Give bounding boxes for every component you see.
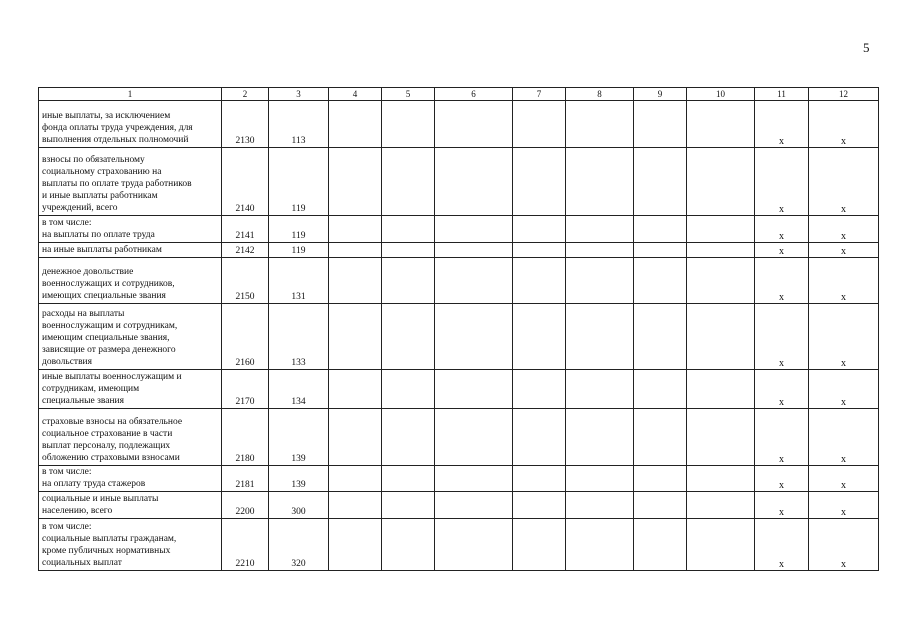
row-kosgu-cell: 133 — [269, 304, 329, 370]
row-empty-cell-col9 — [634, 466, 687, 492]
table-row — [39, 370, 879, 409]
row-code-cell: 2130 — [222, 101, 269, 148]
row-kosgu-cell: 134 — [269, 370, 329, 409]
row-kosgu-cell: 119 — [269, 216, 329, 243]
row-empty-cell-col8 — [566, 101, 634, 148]
row-code-cell: 2200 — [222, 492, 269, 519]
row-code-cell: 2210 — [222, 519, 269, 571]
row-x-cell-col12: x — [809, 409, 879, 466]
row-empty-cell-col7 — [513, 148, 566, 216]
row-empty-cell-col5 — [382, 258, 435, 304]
table-row — [39, 148, 879, 216]
row-code-cell: 2142 — [222, 243, 269, 258]
row-empty-cell-col9 — [634, 258, 687, 304]
row-empty-cell-col4 — [329, 492, 382, 519]
row-x-cell-col11: x — [755, 466, 809, 492]
row-name-cell: в том числе: социальные выплаты гражданам, кроме публичных нормативных социальных выплат — [39, 519, 222, 571]
row-empty-cell-col7 — [513, 370, 566, 409]
row-name-cell: страховые взносы на обязательное социальное страхование в части выплат персоналу, подлежащих обложению страховыми взносами — [39, 409, 222, 466]
row-x-cell-col11: x — [755, 101, 809, 148]
row-x-cell-col11: x — [755, 304, 809, 370]
row-empty-cell-col4 — [329, 258, 382, 304]
row-x-cell-col12: x — [809, 243, 879, 258]
row-empty-cell-col7 — [513, 243, 566, 258]
col-header-12: 12 — [809, 88, 879, 101]
row-empty-cell-col4 — [329, 304, 382, 370]
row-empty-cell-col5 — [382, 216, 435, 243]
col-header-4: 4 — [329, 88, 382, 101]
row-empty-cell-col9 — [634, 216, 687, 243]
row-empty-cell-col10 — [687, 466, 755, 492]
row-empty-cell-col4 — [329, 148, 382, 216]
table-row — [39, 466, 879, 492]
row-kosgu-cell: 139 — [269, 466, 329, 492]
row-empty-cell-col4 — [329, 101, 382, 148]
header-row — [39, 88, 879, 101]
row-kosgu-cell: 119 — [269, 243, 329, 258]
table-body — [39, 101, 879, 571]
row-name-cell: иные выплаты военнослужащим и сотрудникам, имеющим специальные звания — [39, 370, 222, 409]
row-x-cell-col12: x — [809, 519, 879, 571]
row-empty-cell-col7 — [513, 492, 566, 519]
row-x-cell-col11: x — [755, 370, 809, 409]
row-empty-cell-col9 — [634, 304, 687, 370]
budget-table-container — [38, 87, 878, 571]
row-empty-cell-col8 — [566, 370, 634, 409]
row-empty-cell-col5 — [382, 466, 435, 492]
col-header-3: 3 — [269, 88, 329, 101]
row-x-cell-col11: x — [755, 243, 809, 258]
col-header-7: 7 — [513, 88, 566, 101]
row-code-cell: 2150 — [222, 258, 269, 304]
row-empty-cell-col6 — [435, 492, 513, 519]
table-row — [39, 492, 879, 519]
row-empty-cell-col4 — [329, 466, 382, 492]
row-x-cell-col12: x — [809, 258, 879, 304]
row-kosgu-cell: 320 — [269, 519, 329, 571]
row-empty-cell-col5 — [382, 148, 435, 216]
row-empty-cell-col5 — [382, 492, 435, 519]
row-empty-cell-col7 — [513, 101, 566, 148]
row-x-cell-col11: x — [755, 409, 809, 466]
row-empty-cell-col10 — [687, 148, 755, 216]
row-empty-cell-col4 — [329, 243, 382, 258]
row-code-cell: 2170 — [222, 370, 269, 409]
row-empty-cell-col6 — [435, 409, 513, 466]
row-empty-cell-col7 — [513, 466, 566, 492]
row-empty-cell-col8 — [566, 519, 634, 571]
row-empty-cell-col9 — [634, 148, 687, 216]
row-kosgu-cell: 139 — [269, 409, 329, 466]
row-name-cell: в том числе: на выплаты по оплате труда — [39, 216, 222, 243]
row-code-cell: 2140 — [222, 148, 269, 216]
row-empty-cell-col6 — [435, 370, 513, 409]
row-empty-cell-col5 — [382, 101, 435, 148]
row-empty-cell-col7 — [513, 216, 566, 243]
row-empty-cell-col5 — [382, 243, 435, 258]
row-empty-cell-col8 — [566, 409, 634, 466]
row-code-cell: 2160 — [222, 304, 269, 370]
row-empty-cell-col5 — [382, 304, 435, 370]
row-empty-cell-col5 — [382, 370, 435, 409]
row-x-cell-col12: x — [809, 370, 879, 409]
row-empty-cell-col9 — [634, 409, 687, 466]
row-empty-cell-col4 — [329, 370, 382, 409]
row-code-cell: 2141 — [222, 216, 269, 243]
table-row — [39, 101, 879, 148]
row-name-cell: иные выплаты, за исключением фонда оплаты труда учреждения, для выполнения отдельных полномочий — [39, 101, 222, 148]
row-empty-cell-col10 — [687, 519, 755, 571]
row-x-cell-col12: x — [809, 304, 879, 370]
row-name-cell: взносы по обязательному социальному страхованию на выплаты по оплате труда работников и иные выплаты работникам учреждений, всего — [39, 148, 222, 216]
row-code-cell: 2181 — [222, 466, 269, 492]
row-empty-cell-col8 — [566, 148, 634, 216]
col-header-8: 8 — [566, 88, 634, 101]
row-empty-cell-col4 — [329, 216, 382, 243]
row-name-cell: на иные выплаты работникам — [39, 243, 222, 258]
row-empty-cell-col7 — [513, 258, 566, 304]
row-x-cell-col11: x — [755, 519, 809, 571]
col-header-10: 10 — [687, 88, 755, 101]
row-empty-cell-col9 — [634, 101, 687, 148]
row-empty-cell-col6 — [435, 258, 513, 304]
col-header-11: 11 — [755, 88, 809, 101]
row-empty-cell-col8 — [566, 258, 634, 304]
row-empty-cell-col10 — [687, 370, 755, 409]
row-kosgu-cell: 119 — [269, 148, 329, 216]
table-row — [39, 243, 879, 258]
row-x-cell-col11: x — [755, 258, 809, 304]
row-empty-cell-col8 — [566, 216, 634, 243]
row-x-cell-col12: x — [809, 466, 879, 492]
row-empty-cell-col9 — [634, 519, 687, 571]
row-empty-cell-col6 — [435, 243, 513, 258]
row-name-cell: денежное довольствие военнослужащих и сотрудников, имеющих специальные звания — [39, 258, 222, 304]
table-row — [39, 216, 879, 243]
row-empty-cell-col10 — [687, 258, 755, 304]
row-empty-cell-col6 — [435, 466, 513, 492]
row-empty-cell-col6 — [435, 148, 513, 216]
row-empty-cell-col10 — [687, 216, 755, 243]
row-name-cell: социальные и иные выплаты населению, всего — [39, 492, 222, 519]
row-empty-cell-col4 — [329, 409, 382, 466]
col-header-6: 6 — [435, 88, 513, 101]
budget-table — [38, 87, 879, 571]
row-empty-cell-col10 — [687, 492, 755, 519]
row-empty-cell-col9 — [634, 492, 687, 519]
row-empty-cell-col10 — [687, 304, 755, 370]
page-number: 5 — [863, 40, 870, 55]
row-x-cell-col12: x — [809, 101, 879, 148]
table-row — [39, 519, 879, 571]
row-name-cell: в том числе: на оплату труда стажеров — [39, 466, 222, 492]
row-empty-cell-col6 — [435, 304, 513, 370]
row-code-cell: 2180 — [222, 409, 269, 466]
row-x-cell-col12: x — [809, 216, 879, 243]
row-x-cell-col12: x — [809, 148, 879, 216]
col-header-5: 5 — [382, 88, 435, 101]
row-x-cell-col11: x — [755, 492, 809, 519]
row-empty-cell-col7 — [513, 519, 566, 571]
row-name-cell: расходы на выплаты военнослужащим и сотрудникам, имеющим специальные звания, зависящие от размера денежного довольствия — [39, 304, 222, 370]
row-empty-cell-col5 — [382, 409, 435, 466]
table-row — [39, 409, 879, 466]
col-header-2: 2 — [222, 88, 269, 101]
row-empty-cell-col9 — [634, 370, 687, 409]
row-empty-cell-col4 — [329, 519, 382, 571]
row-empty-cell-col5 — [382, 519, 435, 571]
row-empty-cell-col8 — [566, 466, 634, 492]
row-kosgu-cell: 113 — [269, 101, 329, 148]
row-empty-cell-col8 — [566, 243, 634, 258]
row-empty-cell-col8 — [566, 492, 634, 519]
row-empty-cell-col10 — [687, 243, 755, 258]
row-kosgu-cell: 300 — [269, 492, 329, 519]
row-empty-cell-col6 — [435, 216, 513, 243]
row-empty-cell-col6 — [435, 101, 513, 148]
row-x-cell-col12: x — [809, 492, 879, 519]
row-empty-cell-col7 — [513, 409, 566, 466]
row-empty-cell-col6 — [435, 519, 513, 571]
row-x-cell-col11: x — [755, 216, 809, 243]
row-x-cell-col11: x — [755, 148, 809, 216]
table-row — [39, 304, 879, 370]
row-empty-cell-col10 — [687, 409, 755, 466]
row-kosgu-cell: 131 — [269, 258, 329, 304]
col-header-1: 1 — [39, 88, 222, 101]
table-row — [39, 258, 879, 304]
row-empty-cell-col7 — [513, 304, 566, 370]
row-empty-cell-col9 — [634, 243, 687, 258]
col-header-9: 9 — [634, 88, 687, 101]
row-empty-cell-col10 — [687, 101, 755, 148]
row-empty-cell-col8 — [566, 304, 634, 370]
